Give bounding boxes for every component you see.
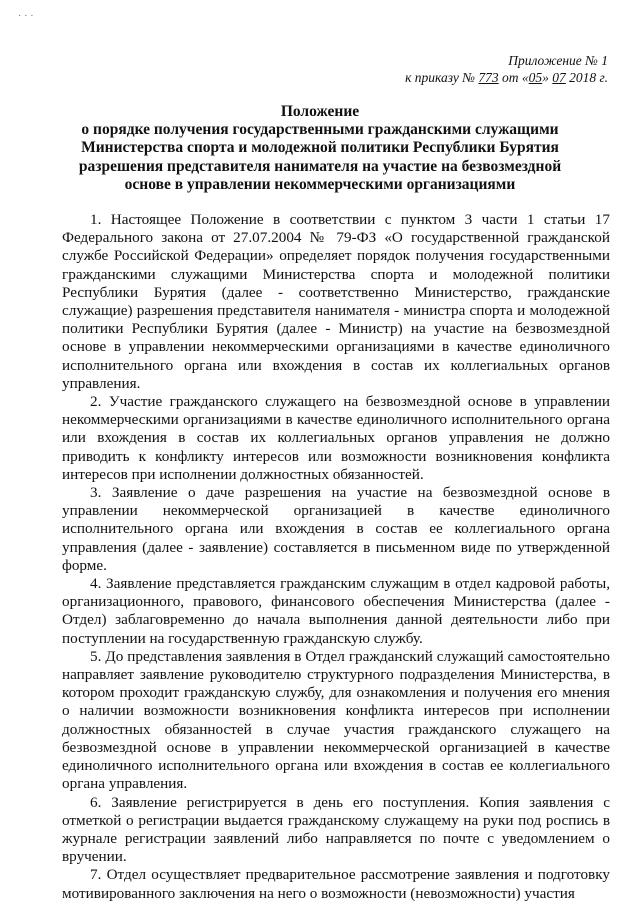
order-year: 2018 г. (569, 70, 608, 85)
scan-artifact: · · · (18, 10, 34, 21)
paragraph-7: 7. Отдел осуществляет предварительное рассмотрение заявления и подготовку мотивированного заключения на него о возможности (невозможности) участия (62, 866, 610, 902)
paragraph-3: 3. Заявление о даче разрешения на участие на безвозмездной основе в управлении некоммерческой организацией в качестве единоличного исполнительного органа или вхождения в состав ее коллегиального органа управления (далее - заявление) составляется в письменном виде по утвержденной форме. (62, 484, 610, 574)
appendix-title: Приложение № 1 (508, 53, 608, 68)
order-day: 05 (528, 70, 543, 85)
order-month: 07 (552, 70, 566, 85)
title-line-5: основе в управлении некоммерческими организациями (124, 175, 516, 193)
paragraph-2: 2. Участие гражданского служащего на безвозмездной основе в управлении некоммерческими организациями в качестве единоличного исполнительного органа или вхождения в состав их коллегиальных органов управления не должно приводить к конфликту интересов или возможности возникновения конфликта интересов при исполнении должностных обязанностей. (62, 393, 610, 483)
paragraph-6: 6. Заявление регистрируется в день его поступления. Копия заявления с отметкой о регистрации выдается гражданскому служащему на руки под роспись в журнале регистрации заявлений либо направляется по почте с уведомлением о вручении. (62, 793, 610, 866)
paragraph-5: 5. До представления заявления в Отдел гражданский служащий самостоятельно направляет заявление руководителю структурного подразделения Министерства, в котором проходит гражданскую службу, для ознакомления и получения его мнения о наличии возможности возникновения конфликта интересов при исполнении должностных обязанностей в случае участия гражданского служащего на безвозмездной основе в управлении некоммерческой организацией в качестве единоличного исполнительного органа или вхождения в состав ее коллегиального органа управления. (62, 647, 610, 793)
order-date-mid: » (542, 70, 549, 85)
title-line-4: разрешения представителя нанимателя на участие на безвозмездной (78, 157, 562, 175)
appendix-header (405, 52, 608, 86)
paragraph-1: 1. Настоящее Положение в соответствии с пунктом 3 части 1 статьи 17 Федерального закона от 27.07.2004 № 79-ФЗ «О государственной гражданской службе Российской Федерации» определяет порядок получения государственными гражданскими служащими Министерства спорта и молодежной политики Республики Бурятия (далее - соответственно Министерство, гражданские служащие) разрешения представителя нанимателя - министра спорта и молодежной политики Республики Бурятия (далее - Министр) на участие на безвозмездной основе в управлении некоммерческими организациями в качестве единоличного исполнительного органа или вхождения в состав их коллегиальных органов управления. (62, 211, 610, 392)
title-line-3: Министерства спорта и молодежной политики Республики Бурятия (81, 139, 559, 157)
order-date-from: от « (502, 70, 529, 85)
title-line-1: Положение (280, 103, 360, 120)
title-line-2: о порядке получения государственными гражданскими служащими (81, 121, 559, 139)
order-prefix: к приказу № (405, 70, 476, 85)
document-body (62, 211, 610, 903)
paragraph-4: 4. Заявление представляется гражданским служащим в отдел кадровой работы, организационного, правового, финансового обеспечения Министерства (далее - Отдел) заблаговременно до начала выполнения данной деятельности либо при поступлении на государственную гражданскую службу. (62, 575, 610, 647)
order-reference (405, 69, 608, 86)
document-title (60, 103, 580, 194)
order-number: 773 (478, 70, 499, 85)
